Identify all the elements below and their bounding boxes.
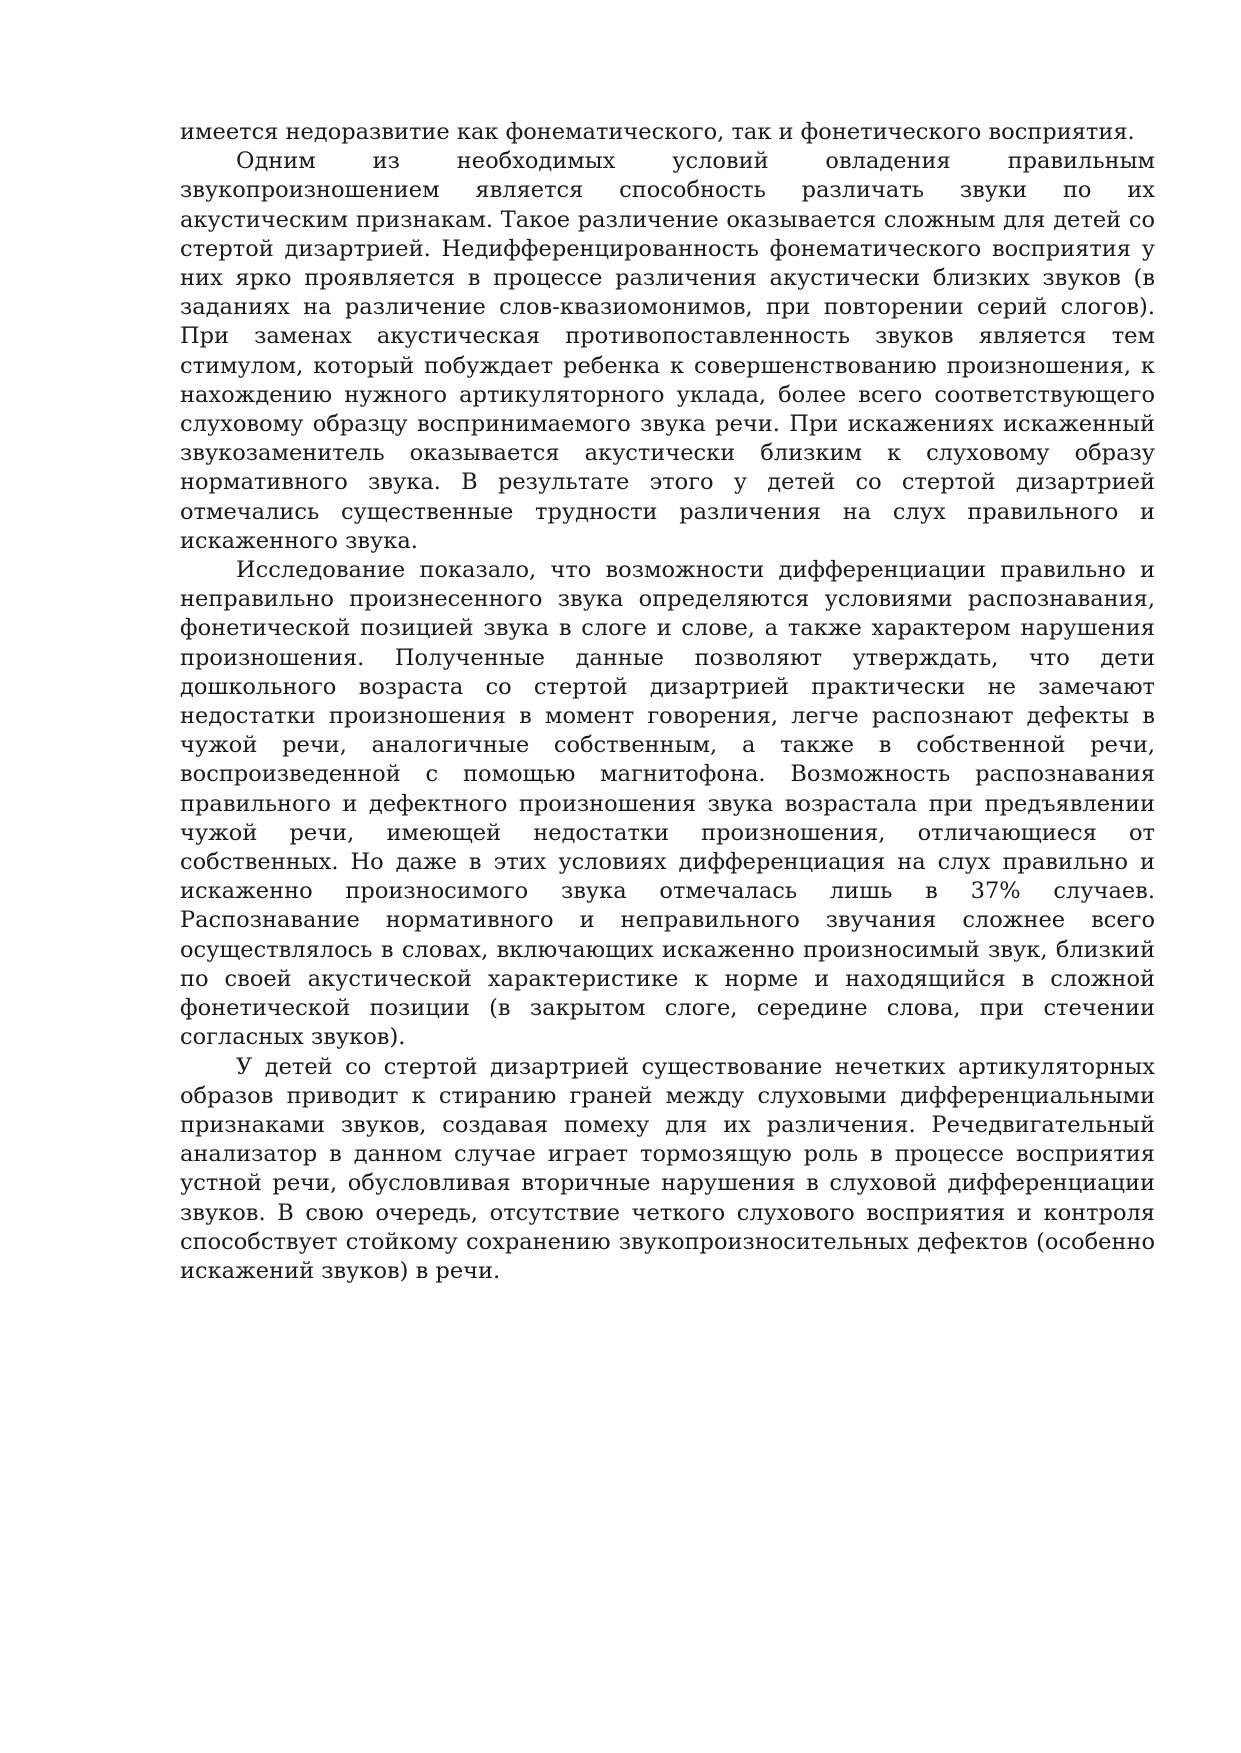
paragraph-sound-discrimination: Одним из необходимых условий овладения правильным звукопроизношением является способность различать звуки по их акустическим признакам. Такое различение оказывается сложным для детей со стертой дизартрией. Недифференцированность фонематического восприятия у них ярко проявляется в процессе различения акустически близких звуков (в заданиях на различение слов-квазиомонимов, при повторении серий слогов). При заменах акустическая противопоставленность звуков является тем стимулом, который побуждает ребенка к совершенствованию произношения, к нахождению нужного артикуляторного уклада, более всего соответствующего слуховому образцу воспринимаемого звука речи. При искажениях искаженный звукозаменитель оказывается акустически близким к слуховому образу нормативного звука. В результате этого у детей со стертой дизартрией отмечались существенные трудности различения на слух правильного и искаженного звука. xyxy=(180,148,1155,554)
paragraph-articulatory-images: У детей со стертой дизартрией существование нечетких артикуляторных образов приводит к стиранию граней между слуховыми дифференциальными признаками звуков, создавая помеху для их различения. Речедвигательный анализатор в данном случае играет тормозящую роль в процессе восприятия устной речи, обусловливая вторичные нарушения в слуховой дифференциации звуков. В свою очередь, отсутствие четкого слухового восприятия и контроля способствует стойкому сохранению звукопроизносительных дефектов (особенно искажений звуков) в речи. xyxy=(180,1053,1155,1284)
paragraph-continuation: имеется недоразвитие как фонематического, так и фонетического восприятия. xyxy=(180,119,1135,145)
body-text xyxy=(180,118,1155,1286)
paragraph-study-findings: Исследование показало, что возможности дифференциации правильно и неправильно произнесенного звука определяются условиями распознавания, фонетической позицией звука в слоге и слове, а также характером нарушения произношения. Полученные данные позволяют утверждать, что дети дошкольного возраста со стертой дизартрией практически не замечают недостатки произношения в момент говорения, легче распознают дефекты в чужой речи, аналогичные собственным, а также в собственной речи, воспроизведенной с помощью магнитофона. Возможность распознавания правильного и дефектного произношения звука возрастала при предъявлении чужой речи, имеющей недостатки произношения, отличающиеся от собственных. Но даже в этих условиях дифференциация на слух правильно и искаженно произносимого звука отмечалась лишь в 37% случаев. Распознавание нормативного и неправильного звучания сложнее всего осуществлялось в словах, включающих искаженно произносимый звук, близкий по своей акустической характеристике к норме и находящийся в сложной фонетической позиции (в закрытом слоге, середине слова, при стечении согласных звуков). xyxy=(180,557,1155,1051)
